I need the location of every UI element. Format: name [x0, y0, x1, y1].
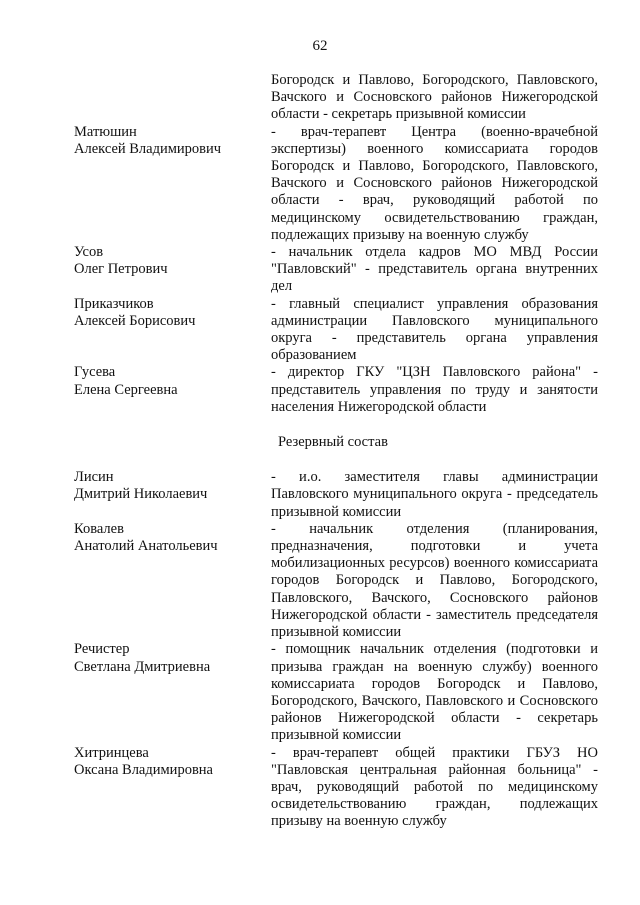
- member-role: - и.о. заместителя главы администрации Павловского муниципального округа - председатель призывной комиссии: [271, 469, 598, 520]
- member-surname: Усов: [74, 244, 104, 261]
- member-surname: Речистер: [74, 641, 130, 658]
- member-given-names: Алексей Владимирович: [74, 140, 222, 157]
- member-surname: Ковалев: [74, 520, 124, 537]
- member-given-names: Дмитрий Николаевич: [74, 486, 208, 503]
- member-given-names: Олег Петрович: [74, 261, 168, 278]
- member-role: - главный специалист управления образования администрации Павловского муниципального округа - представитель органа управления образованием: [271, 295, 598, 364]
- member-entry: [0, 364, 640, 416]
- member-name: [74, 124, 264, 158]
- member-role: Богородск и Павлово, Богородского, Павловского, Вачского и Сосновского районов Нижегородской области - секретарь призывной комиссии: [271, 72, 598, 123]
- member-entry: [0, 641, 640, 744]
- member-role: - начальник отдела кадров МО МВД России "Павловский" - представитель органа внутренних дел: [271, 244, 598, 295]
- member-name: [74, 745, 264, 779]
- member-surname: Гусева: [74, 364, 116, 381]
- document-body: [0, 72, 640, 831]
- member-role: - врач-терапевт Центра (военно-врачебной экспертизы) военного комиссариата городов Богородск и Павлово, Богородского, Павловского, Вачского и Сосновского районов Нижегородской области - врач, руководящий работой по медицинскому освидетельствованию граждан, подлежащих призыву на военную службу: [271, 123, 598, 243]
- member-entry: [0, 469, 640, 521]
- member-given-names: Оксана Владимировна: [74, 761, 213, 778]
- member-entry: [0, 745, 640, 831]
- member-name: [74, 364, 264, 398]
- member-name: [74, 296, 264, 330]
- member-given-names: Анатолий Анатольевич: [74, 538, 218, 555]
- page-number: 62: [312, 38, 328, 54]
- member-name: [74, 244, 264, 278]
- member-surname: Хитринцева: [74, 744, 149, 761]
- member-surname: Приказчиков: [74, 295, 154, 312]
- member-name: [74, 641, 264, 675]
- member-role: - врач-терапевт общей практики ГБУЗ НО "Павловская центральная районная больница" - врач, руководящий работой по медицинскому освидетельствованию граждан, подлежащих призыву на военную службу: [271, 744, 598, 830]
- member-given-names: Светлана Дмитриевна: [74, 658, 211, 675]
- member-entry: [0, 521, 640, 641]
- member-entry: [0, 124, 640, 244]
- member-role: - начальник отделения (планирования, предназначения, подготовки и учета мобилизационных ресурсов) военного комиссариата городов Богородск и Павлово, Богородского, Павловского, Вачского, Сосновского районов Нижегородской области - заместитель председателя призывной комиссии: [271, 520, 598, 641]
- member-name: [74, 521, 264, 555]
- member-role: - помощник начальник отделения (подготовки и призыва граждан на военную службу) военного комиссариата городов Богородск и Павлово, Богородского, Вачского, Павловского и Сосновского районов Нижегородской области - секретарь призывной комиссии: [271, 641, 598, 744]
- member-entry: [0, 72, 640, 124]
- member-given-names: Елена Сергеевна: [74, 381, 178, 398]
- member-entry: [0, 244, 640, 296]
- member-role: - директор ГКУ "ЦЗН Павловского района" - представитель управления по труду и занятости населения Нижегородской области: [271, 364, 598, 415]
- member-surname: Матюшин: [74, 123, 137, 140]
- section-heading-reserve: Резервный состав: [278, 434, 388, 451]
- member-given-names: Алексей Борисович: [74, 312, 196, 329]
- member-surname: Лисин: [74, 469, 114, 486]
- member-name: [74, 469, 264, 503]
- member-entry: [0, 296, 640, 365]
